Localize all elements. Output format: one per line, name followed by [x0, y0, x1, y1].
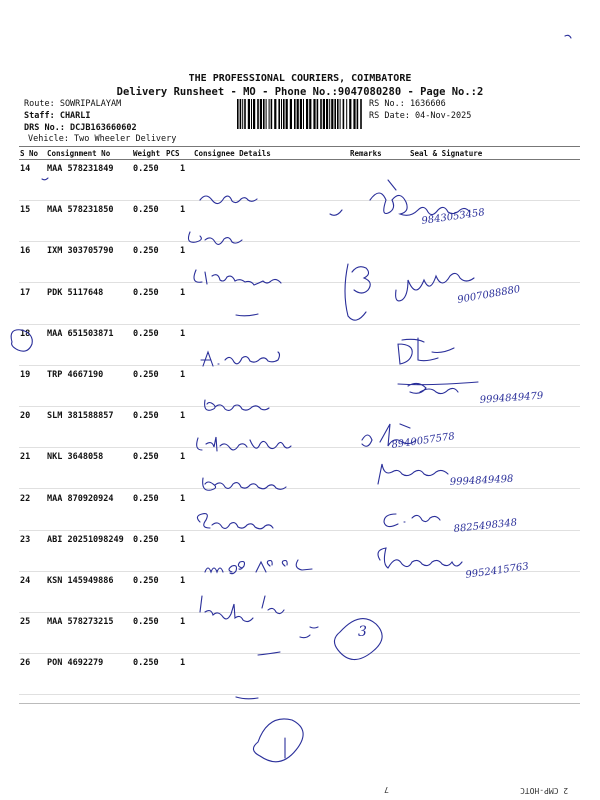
header-rule-bottom: [19, 159, 580, 160]
drs-number: DRS No.: DCJB163660602: [24, 123, 137, 133]
company-title: THE PROFESSIONAL COURIERS, COIMBATORE: [188, 73, 412, 84]
table-row: [0, 411, 600, 452]
staff-label: Staff: CHARLI: [24, 111, 91, 121]
sig-phone-17: 9007088880: [456, 284, 522, 306]
row-weight: 0.250: [133, 493, 159, 504]
row-weight: 0.250: [133, 534, 159, 545]
barcode-bar: [343, 99, 345, 129]
barcode-bar: [244, 99, 246, 129]
table-end-rule: [19, 703, 580, 704]
row-consignment-no: MAA 578231849: [47, 164, 114, 174]
row-pcs: 1: [180, 328, 186, 339]
barcode-bar: [248, 99, 250, 129]
barcode-bar: [294, 99, 296, 129]
row-weight: 0.250: [133, 617, 159, 628]
row-sno: 18: [20, 328, 31, 339]
table-row: [0, 205, 600, 246]
barcode-bar: [334, 99, 336, 129]
barcode-bar: [353, 99, 355, 129]
barcode-bar: [263, 99, 265, 129]
row-sno: 15: [20, 205, 31, 216]
row-pcs: 1: [180, 617, 186, 628]
sig-phone-14: 9843053458: [420, 207, 486, 227]
row-weight: 0.250: [133, 452, 159, 463]
row-consignment-no: IXM 303705790: [47, 246, 114, 257]
barcode-bar: [274, 99, 276, 129]
col-pcs: PCS: [166, 149, 180, 158]
circled-1-bottom: [253, 719, 303, 762]
table-row: [0, 576, 600, 617]
barcode-bar: [360, 99, 362, 129]
barcode-bar: [251, 99, 252, 129]
row-weight: 0.250: [133, 328, 159, 339]
barcode-bar: [346, 99, 347, 129]
row-divider: [19, 406, 580, 407]
table-row: [0, 288, 600, 329]
row-pcs: 1: [180, 534, 186, 545]
barcode-bar: [340, 99, 341, 129]
row-weight: 0.250: [133, 205, 159, 216]
col-consignee: Consignee Details: [194, 149, 271, 158]
row-consignment-no: PON 4692279: [47, 658, 104, 669]
row-pcs: 1: [180, 287, 186, 298]
row-sno: 21: [20, 452, 31, 463]
barcode-bar: [309, 99, 311, 129]
row-divider: [19, 241, 580, 242]
barcode-bar: [297, 99, 299, 129]
row-sno: 22: [20, 493, 31, 504]
barcode-bar: [266, 99, 267, 129]
runsheet-subtitle: Delivery Runsheet - MO - Phone No.:9047080280 - Page No.:2: [116, 86, 484, 98]
barcode-bar: [349, 99, 351, 129]
stray-mark-top: [565, 35, 571, 38]
barcode-bar: [326, 99, 328, 129]
sig-phone-23: 9952415763: [464, 561, 530, 581]
row-consignment-no: MAA 870920924: [47, 493, 114, 504]
row-divider: [19, 447, 580, 448]
row-consignment-no: NKL 3648058: [47, 452, 104, 463]
row-sno: 25: [20, 617, 31, 628]
row-pcs: 1: [180, 164, 186, 174]
row-sno: 14: [20, 164, 31, 174]
row-sno: 16: [20, 246, 31, 257]
barcode-bar: [240, 99, 242, 129]
barcode-bar: [337, 99, 339, 129]
row-pcs: 1: [180, 576, 186, 586]
barcode-bar: [281, 99, 282, 129]
row-weight: 0.250: [133, 164, 159, 174]
table-row: [0, 164, 600, 205]
barcode-bar: [357, 99, 359, 129]
barcode-bar: [283, 99, 285, 129]
barcode-bar: [313, 99, 315, 129]
sig-phone-19: 9994849479: [479, 390, 544, 406]
table-row: [0, 246, 600, 287]
table-row: [0, 370, 600, 411]
vehicle-label: Vehicle: Two Wheeler Delivery: [28, 134, 177, 144]
sig-phone-21: 9994849498: [449, 473, 514, 488]
row-weight: 0.250: [133, 287, 159, 298]
row-pcs: 1: [180, 205, 186, 216]
row-divider: [19, 365, 580, 366]
row-pcs: 1: [180, 493, 186, 504]
footer-page-mark: 7: [384, 785, 389, 794]
table-row: [0, 329, 600, 370]
sig-phone-22: 8825498348: [453, 517, 518, 535]
barcode-bar: [237, 99, 239, 129]
row-pcs: 1: [180, 411, 186, 422]
table-row: [0, 535, 600, 576]
table-row: [0, 658, 600, 699]
row-consignment-no: PDK 5117648: [47, 287, 104, 298]
row-divider: [19, 324, 580, 325]
row-divider: [19, 612, 580, 613]
row-weight: 0.250: [133, 411, 159, 422]
row-weight: 0.250: [133, 658, 159, 669]
row-divider: [19, 694, 580, 695]
row-sno: 19: [20, 370, 31, 380]
route-label: Route: SOWRIPALAYAM: [24, 99, 122, 109]
row-divider: [19, 571, 580, 572]
row-consignment-no: MAA 651503871: [47, 328, 114, 339]
row-weight: 0.250: [133, 370, 159, 380]
barcode-bar: [257, 99, 259, 129]
row-sno: 23: [20, 534, 31, 545]
row-weight: 0.250: [133, 576, 159, 586]
col-weight: Weight: [133, 149, 161, 158]
row-consignment-no: SLM 381588857: [47, 411, 114, 422]
barcode-bar: [271, 99, 273, 129]
row-consignment-no: MAA 578231850: [47, 205, 114, 216]
barcode-bar: [320, 99, 322, 129]
row-divider: [19, 653, 580, 654]
table-row: [0, 452, 600, 493]
barcode-bar: [329, 99, 330, 129]
barcode-bar: [286, 99, 288, 129]
row-weight: 0.250: [133, 246, 159, 257]
col-consignment: Consignment No: [47, 149, 111, 158]
circled-3-mark: 3: [358, 624, 367, 640]
row-pcs: 1: [180, 370, 186, 380]
col-remarks: Remarks: [350, 149, 382, 158]
row-sno: 20: [20, 411, 31, 422]
row-divider: [19, 282, 580, 283]
rs-date: RS Date: 04-Nov-2025: [369, 111, 472, 121]
header-rule-top: [19, 146, 580, 147]
row-divider: [19, 200, 580, 201]
row-pcs: 1: [180, 452, 186, 463]
barcode-bar: [253, 99, 255, 129]
barcode-bar: [290, 99, 292, 129]
row-pcs: 1: [180, 658, 186, 669]
barcode-bar: [331, 99, 333, 129]
footer-stamp: 2 CMP-HOTC: [520, 786, 569, 795]
barcode-bar: [300, 99, 302, 129]
row-consignment-no: TRP 4667190: [47, 370, 104, 380]
row-sno: 24: [20, 576, 31, 586]
barcode-bar: [278, 99, 280, 129]
row-pcs: 1: [180, 246, 186, 257]
rs-number: RS No.: 1636606: [369, 99, 446, 109]
row-divider: [19, 530, 580, 531]
barcode-bar: [323, 99, 325, 129]
row-consignment-no: KSN 145949886: [47, 576, 114, 586]
barcode-bar: [260, 99, 262, 129]
col-sno: S No: [20, 149, 39, 158]
barcode: [237, 99, 365, 129]
barcode-bar: [317, 99, 319, 129]
row-divider: [19, 488, 580, 489]
barcode-bar: [269, 99, 270, 129]
table-row: [0, 617, 600, 658]
row-consignment-no: ABI 20251098249: [47, 534, 124, 545]
row-consignment-no: MAA 578273215: [47, 617, 114, 628]
barcode-bar: [242, 99, 243, 129]
sig-phone-20: 8940057578: [390, 431, 456, 451]
barcode-bar: [303, 99, 304, 129]
row-sno: 26: [20, 658, 31, 669]
table-row: [0, 494, 600, 535]
row-sno: 17: [20, 287, 31, 298]
col-seal-signature: Seal & Signature: [410, 149, 483, 158]
barcode-bar: [306, 99, 308, 129]
